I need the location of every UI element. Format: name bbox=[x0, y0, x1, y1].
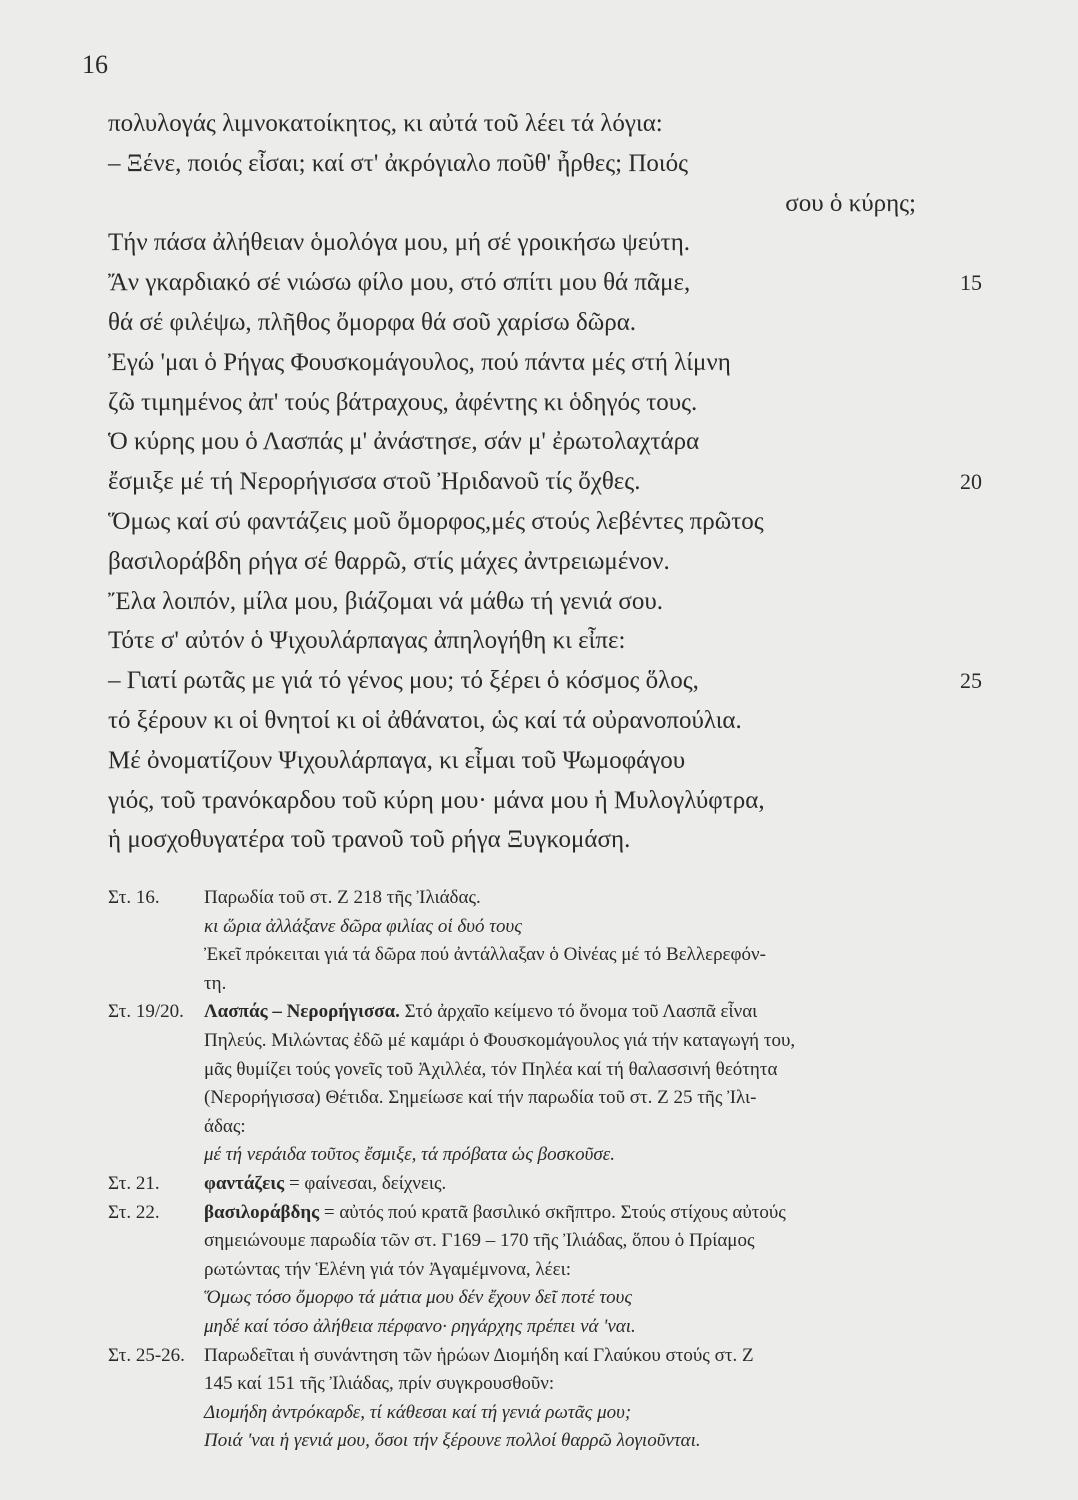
line-number: 25 bbox=[960, 668, 982, 694]
footnote-text: τη. bbox=[204, 972, 227, 994]
verse-line bbox=[108, 223, 1008, 263]
footnote-term: φαντάζεις bbox=[204, 1172, 285, 1194]
footnote-line bbox=[204, 1370, 998, 1399]
verse-line bbox=[108, 184, 1008, 224]
footnote-ref: Στ. 21. bbox=[108, 1172, 160, 1194]
verse-text: Τήν πάσα ἀλήθειαν ὁμολόγα μου, μή σέ γροικήσω ψεύτη. bbox=[108, 229, 691, 257]
footnote-ref: Στ. 25-26. bbox=[108, 1344, 185, 1366]
footnote-body bbox=[204, 1342, 998, 1456]
verse-line bbox=[108, 462, 1008, 502]
line-number: 15 bbox=[960, 270, 982, 296]
quoted-verse: Ὅμως τόσο ὄμορφο τά μάτια μου δέν ἔχουν δεῖ ποτέ τους bbox=[204, 1287, 633, 1309]
footnote-line bbox=[204, 1227, 998, 1256]
verse-line bbox=[108, 502, 1008, 542]
verse-text: πολυλογάς λιμνοκατοίκητος, κι αὐτά τοῦ λέει τά λόγια: bbox=[108, 110, 663, 137]
footnote-body bbox=[204, 1199, 998, 1342]
footnote-term: βασιλοράβδης bbox=[204, 1201, 320, 1223]
footnote-body bbox=[204, 1170, 998, 1199]
quoted-verse: μέ τή νεράιδα τοῦτος ἔσμιξε, τά πρόβατα ὡς βοσκοῦσε. bbox=[204, 1144, 615, 1166]
footnote-line bbox=[204, 1113, 998, 1142]
footnote-line bbox=[204, 1342, 998, 1371]
verse-line bbox=[108, 781, 1008, 821]
verse-line bbox=[108, 144, 1008, 184]
verse-text: Μέ ὀνοματίζουν Ψιχουλάρπαγα, κι εἶμαι τοῦ Ψωμοφάγου bbox=[108, 746, 686, 774]
footnote-line bbox=[204, 1284, 998, 1313]
footnote bbox=[108, 998, 998, 1170]
quoted-verse: κι ὥρια ἀλλάξανε δῶρα φιλίας οἱ δυό τους bbox=[204, 915, 522, 937]
verse-text: Ἐγώ 'μαι ὁ Ρήγας Φουσκομάγουλος, πού πάντα μές στή λίμνη bbox=[108, 348, 731, 376]
footnote-ref: Στ. 19/20. bbox=[108, 1001, 184, 1023]
verse-text: Ὅμως καί σύ φαντάζεις μοῦ ὄμορφος,μές στούς λεβέντες πρῶτος bbox=[108, 507, 764, 535]
verse-line bbox=[108, 741, 1008, 781]
footnote-line bbox=[204, 1399, 998, 1428]
footnote-text: μᾶς θυμίζει τούς γονεῖς τοῦ Ἀχιλλέα, τόν Πηλέα καί τή θαλασσινή θεότητα bbox=[204, 1058, 778, 1080]
verse-line bbox=[108, 820, 1008, 860]
footnote-body bbox=[204, 998, 998, 1170]
footnote-text: ρωτώντας τήν Ἑλένη γιά τόν Ἀγαμέμνονα, λέει: bbox=[204, 1258, 571, 1280]
verse-text: ἔσμιξε μέ τή Νερορήγισσα στοῦ Ἠριδανοῦ τίς ὄχθες. bbox=[108, 468, 641, 496]
verse-text: Τότε σ' αὐτόν ὁ Ψιχουλάρπαγας ἀπηλογήθη κι εἶπε: bbox=[108, 627, 626, 655]
line-number: 20 bbox=[960, 469, 982, 495]
verse-line bbox=[108, 542, 1008, 582]
verse-line bbox=[108, 582, 1008, 622]
footnote-ref: Στ. 16. bbox=[108, 887, 160, 908]
verse-line bbox=[108, 422, 1008, 462]
footnote-term: Λασπάς – Νερορήγισσα. bbox=[204, 1001, 400, 1023]
poem-block bbox=[108, 104, 1008, 860]
footnote-text: (Νερορήγισσα) Θέτιδα. Σημείωσε καί τήν παρωδία τοῦ στ. Ζ 25 τῆς Ἰλι- bbox=[204, 1087, 757, 1109]
verse-line bbox=[108, 701, 1008, 741]
footnote-line bbox=[204, 1313, 998, 1342]
verse-text: – Γιατί ρωτᾶς με γιά τό γένος μου; τό ξέρει ὁ κόσμος ὅλος, bbox=[108, 667, 699, 695]
footnote bbox=[108, 884, 998, 998]
footnote-line bbox=[204, 884, 998, 913]
verse-text: γιός, τοῦ τρανόκαρδου τοῦ κύρη μου· μάνα μου ἡ Μυλογλύφτρα, bbox=[108, 786, 765, 814]
verse-text: βασιλοράβδη ρήγα σέ θαρρῶ, στίς μάχες ἀντρειωμένον. bbox=[108, 547, 670, 575]
verse-text: Ὁ κύρης μου ὁ Λασπάς μ' ἀνάστησε, σάν μ' ἐρωτολαχτάρα bbox=[108, 428, 700, 456]
page-number: 16 bbox=[82, 50, 108, 79]
verse-line bbox=[108, 263, 1008, 303]
footnote-line bbox=[204, 1427, 998, 1456]
verse-line bbox=[108, 104, 1008, 144]
footnote-ref: Στ. 22. bbox=[108, 1201, 160, 1223]
quoted-verse: μηδέ καί τόσο ἀλήθεια πέρφανο· ρηγάρχης πρέπει νά 'ναι. bbox=[204, 1315, 636, 1337]
verse-text: ἡ μοσχοθυγατέρα τοῦ τρανοῦ τοῦ ρήγα Ξυγκομάση. bbox=[108, 826, 631, 854]
footnote-text: άδας: bbox=[204, 1115, 246, 1137]
footnote-line bbox=[204, 1141, 998, 1170]
verse-text: – Ξένε, ποιός εἶσαι; καί στ' ἀκρόγιαλο ποῦθ' ἦρθες; Ποιός bbox=[108, 149, 689, 177]
footnote-text: = αὐτός πού κρατᾶ βασιλικό σκῆπτρο. Στούς στίχους αὐτούς bbox=[323, 1201, 786, 1223]
footnote-text: 145 καί 151 τῆς Ἰλιάδας, πρίν συγκρουσθοῦν: bbox=[204, 1373, 555, 1395]
footnote bbox=[108, 1170, 998, 1199]
footnote bbox=[108, 1342, 998, 1456]
verse-text: Ἔλα λοιπόν, μίλα μου, βιάζομαι νά μάθω τή γενιά σου. bbox=[108, 587, 663, 615]
footnote-line bbox=[204, 1027, 998, 1056]
footnote-line bbox=[204, 1056, 998, 1085]
verse-text: θά σέ φιλέψω, πλῆθος ὄμορφα θά σοῦ χαρίσω δῶρα. bbox=[108, 308, 637, 336]
footnote-text: Παρωδία τοῦ στ. Ζ 218 τῆς Ἰλιάδας. bbox=[204, 887, 481, 908]
footnote-text: Ἐκεῖ πρόκειται γιά τά δῶρα πού ἀντάλλαξαν ὁ Οἰνέας μέ τό Βελλερεφόν- bbox=[204, 944, 766, 966]
footnote bbox=[108, 1199, 998, 1342]
quoted-verse: Ποιά 'ναι ἡ γενιά μου, ὅσοι τήν ξέρουνε πολλοί θαρρῶ λογιοῦνται. bbox=[204, 1430, 701, 1452]
footnote-text: Στό ἀρχαῖο κείμενο τό ὄνομα τοῦ Λασπᾶ εἶναι bbox=[404, 1001, 758, 1023]
quoted-verse: Διομήδη ἀντρόκαρδε, τί κάθεσαι καί τή γενιά ρωτᾶς μου; bbox=[204, 1401, 632, 1423]
footnote-line bbox=[204, 970, 998, 999]
footnote-line bbox=[204, 1084, 998, 1113]
footnote-text: = φαίνεσαι, δείχνεις. bbox=[288, 1172, 447, 1194]
verse-text: τό ξέρουν κι οἱ θνητοί κι οἱ ἀθάνατοι, ὡς καί τά οὐρανοπούλια. bbox=[108, 706, 742, 734]
footnote-text: Παρωδεῖται ἡ συνάντηση τῶν ἡρώων Διομήδη καί Γλαύκου στούς στ. Ζ bbox=[204, 1344, 754, 1366]
verse-line bbox=[108, 621, 1008, 661]
verse-line bbox=[108, 383, 1008, 423]
verse-text: Ἄν γκαρδιακό σέ νιώσω φίλο μου, στό σπίτι μου θά πᾶμε, bbox=[108, 269, 691, 297]
footnote-text: σημειώνουμε παρωδία τῶν στ. Γ169 – 170 τῆς Ἰλιάδας, ὅπου ὁ Πρίαμος bbox=[204, 1230, 755, 1252]
footnote-line bbox=[204, 1256, 998, 1285]
footnote-text: Πηλεύς. Μιλώντας ἐδῶ μέ καμάρι ὁ Φουσκομάγουλος γιά τήν καταγωγή του, bbox=[204, 1029, 796, 1051]
notes-block bbox=[108, 884, 998, 1456]
verse-line bbox=[108, 661, 1008, 701]
footnote-body bbox=[204, 884, 998, 998]
verse-line bbox=[108, 343, 1008, 383]
verse-text: ζῶ τιμημένος ἀπ' τούς βάτραχους, ἀφέντης κι ὁδηγός τους. bbox=[108, 388, 698, 416]
verse-line bbox=[108, 303, 1008, 343]
footnote-line bbox=[204, 913, 998, 942]
footnote-line bbox=[204, 941, 998, 970]
footnote-line bbox=[204, 1170, 998, 1199]
footnote-line bbox=[204, 998, 998, 1027]
verse-text: σου ὁ κύρης; bbox=[785, 189, 916, 217]
footnote-line bbox=[204, 1199, 998, 1228]
